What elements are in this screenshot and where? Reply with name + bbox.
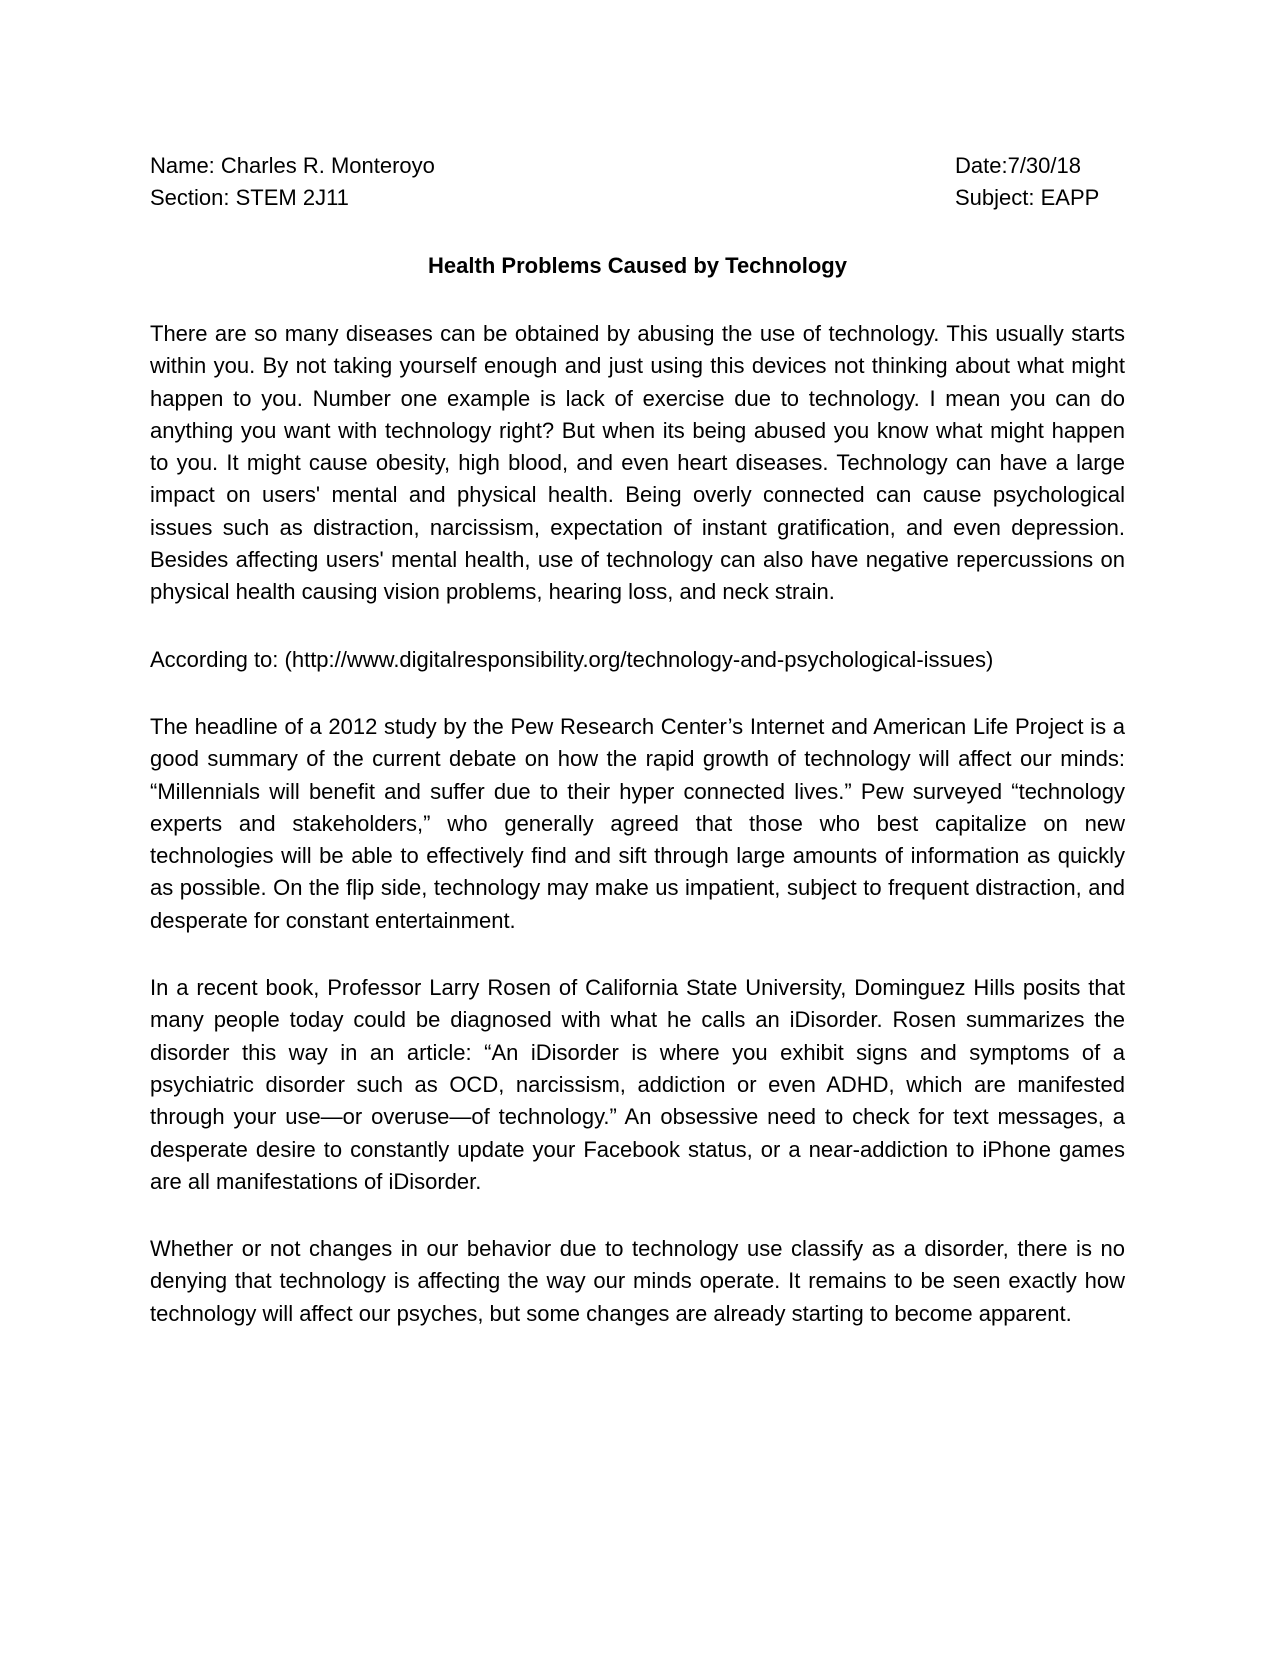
document-header bbox=[150, 150, 1125, 214]
document-page bbox=[150, 150, 1125, 1365]
student-section: Section: STEM 2J11 bbox=[150, 185, 349, 210]
paragraph-intro: There are so many diseases can be obtained by abusing the use of technology. This usually starts within you. By not taking yourself enough and just using this devices not thinking about what might happen to you. Number one example is lack of exercise due to technology. I mean you can do anything you want with technology right? But when its being abused you know what might happen to you. It might cause obesity, high blood, and even heart diseases. Technology can have a large impact on users' mental and physical health. Being overly connected can cause psychological issues such as distraction, narcissism, expectation of instant gratification, and even depression. Besides affecting users' mental health, use of technology can also have negative repercussions on physical health causing vision problems, hearing loss, and neck strain. bbox=[150, 321, 1125, 605]
document-title: Health Problems Caused by Technology bbox=[428, 253, 847, 278]
paragraph-source: According to: (http://www.digitalresponsibility.org/technology-and-psychological-issues) bbox=[150, 646, 994, 672]
document-date: Date:7/30/18 bbox=[955, 153, 1081, 178]
paragraph-conclusion: Whether or not changes in our behavior due to technology use classify as a disorder, there is no denying that technology is affecting the way our minds operate. It remains to be seen exactly how technology will affect our psyches, but some changes are already starting to become apparent. bbox=[150, 1236, 1125, 1326]
header-right-column bbox=[955, 150, 1125, 214]
student-name: Name: Charles R. Monteroyo bbox=[150, 153, 435, 178]
paragraph-pew-study: The headline of a 2012 study by the Pew Research Center’s Internet and American Life Project is a good summary of the current debate on how the rapid growth of technology will affect our minds: “Millennials will benefit and suffer due to their hyper connected lives.” Pew surveyed “technology experts and stakeholders,” who generally agreed that those who best capitalize on new technologies will be able to effectively find and sift through large amounts of information as quickly as possible. On the flip side, technology may make us impatient, subject to frequent distraction, and desperate for constant entertainment. bbox=[150, 713, 1125, 933]
paragraph-idisorder: In a recent book, Professor Larry Rosen of California State University, Dominguez Hills posits that many people today could be diagnosed with what he calls an iDisorder. Rosen summarizes the disorder this way in an article: “An iDisorder is where you exhibit signs and symptoms of a psychiatric disorder such as OCD, narcissism, addiction or even ADHD, which are manifested through your use—or overuse—of technology.” An obsessive need to check for text messages, a desperate desire to constantly update your Facebook status, or a near-addiction to iPhone games are all manifestations of iDisorder. bbox=[150, 975, 1125, 1194]
document-subject: Subject: EAPP bbox=[955, 185, 1100, 210]
header-left-column bbox=[150, 150, 435, 214]
